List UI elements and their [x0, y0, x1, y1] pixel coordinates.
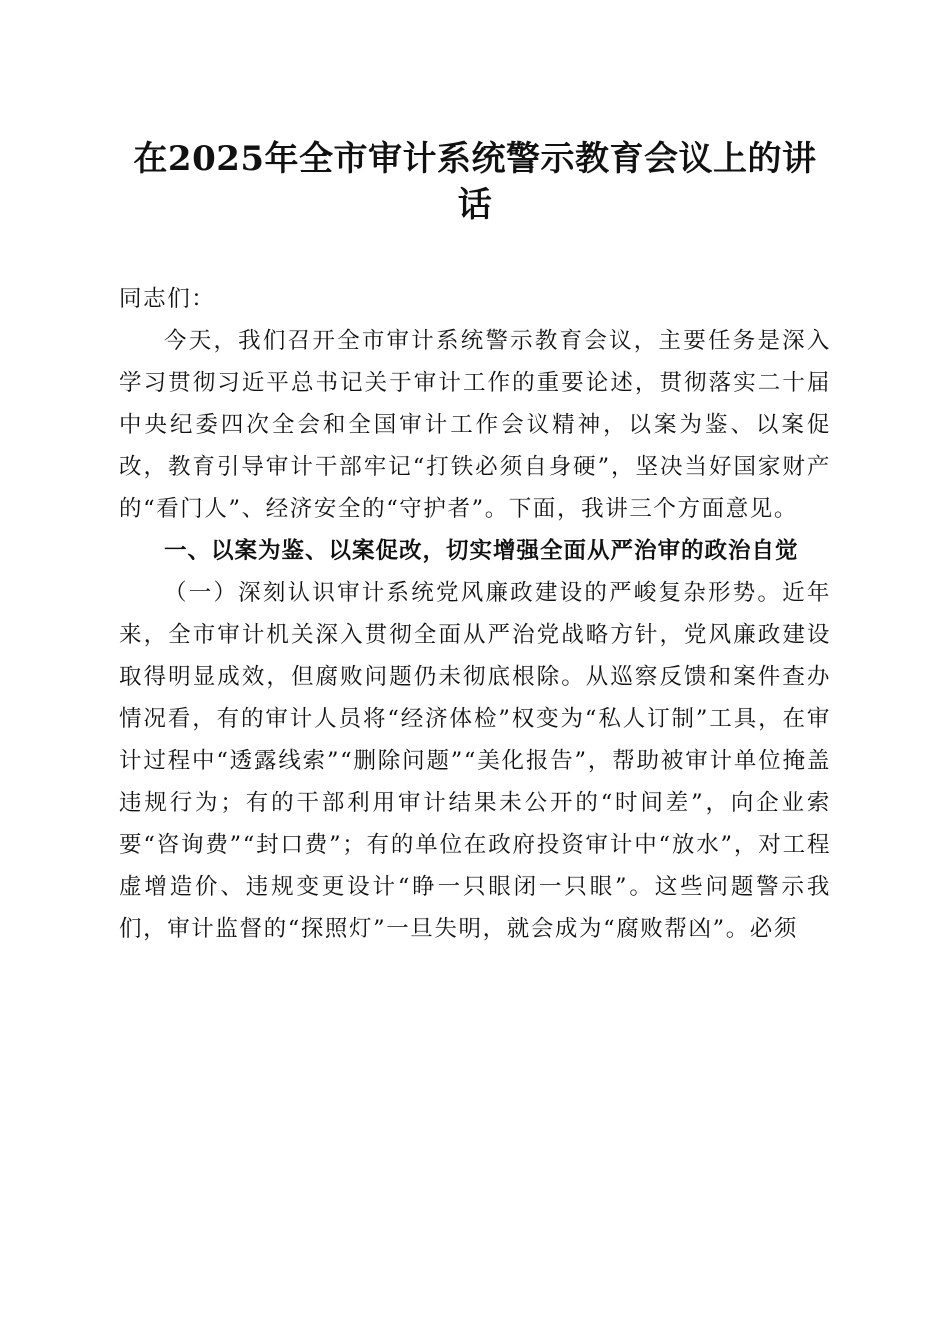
- section-heading-1: 一、以案为鉴、以案促改，切实增强全面从严治审的政治自觉: [164, 538, 799, 564]
- subsection-paragraph-1: [119, 572, 831, 950]
- subsection-heading-1: （一）深刻认识审计系统党风廉政建设的严峻复杂形势。: [164, 580, 783, 606]
- salutation: 同志们：: [119, 286, 216, 312]
- intro-paragraph: 今天，我们召开全市审计系统警示教育会议，主要任务是深入学习贯彻习近平总书记关于审计工作的重要论述，贯彻落实二十届中央纪委四次全会和全国审计工作会议精神，以案为鉴、以案促改，教育引导审计干部牢记“打铁必须自身硬”，坚决当好国家财产的“看门人”、经济安全的“守护者”。下面，我讲三个方面意见。: [119, 328, 831, 522]
- document-body: [119, 278, 831, 950]
- subsection-body-1: 近年来，全市审计机关深入贯彻全面从严治党战略方针，党风廉政建设取得明显成效，但腐败问题仍未彻底根除。从巡察反馈和案件查办情况看，有的审计人员将“经济体检”权变为“私人订制”工具，在审计过程中“透露线索”“删除问题”“美化报告”，帮助被审计单位掩盖违规行为；有的干部利用审计结果未公开的“时间差”，向企业索要“咨询费”“封口费”；有的单位在政府投资审计中“放水”，对工程虚增造价、违规变更设计“睁一只眼闭一只眼”。这些问题警示我们，审计监督的“探照灯”一旦失明，就会成为“腐败帮凶”。必须: [119, 580, 831, 942]
- document-title: 在2025年全市审计系统警示教育会议上的讲话: [133, 139, 817, 225]
